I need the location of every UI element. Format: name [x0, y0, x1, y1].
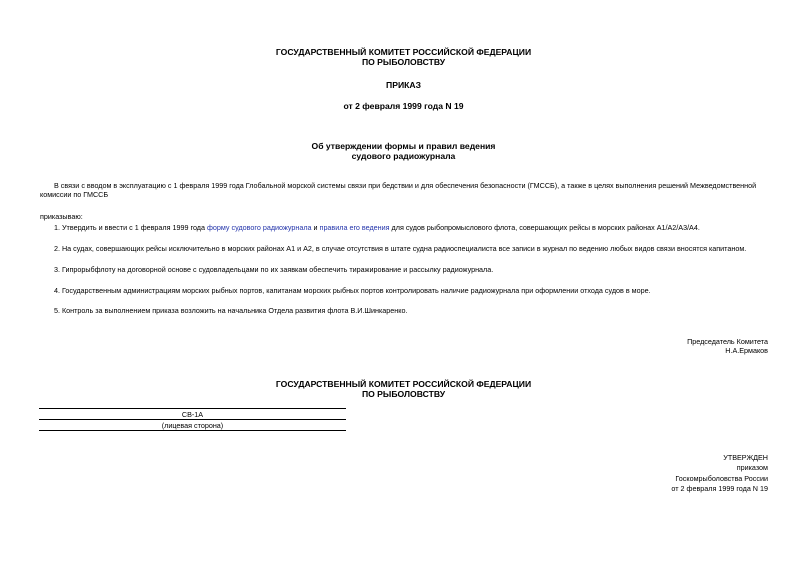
order-item-5: 5. Контроль за выполнением приказа возложить на начальника Отдела развития флота В.И.Шинкаренко. — [54, 306, 408, 315]
orders-word: приказываю: — [40, 212, 83, 221]
order-subject — [0, 141, 807, 162]
order-item-1 — [40, 223, 776, 232]
approval-block — [560, 453, 768, 495]
form-side-label: (лицевая сторона) — [161, 421, 224, 430]
order-subject-line1: Об утверждении формы и правил ведения — [311, 141, 496, 151]
order-item-4: 4. Государственным администрациям морских рыбных портов, капитанам морских рыбных портов контролировать наличие радиожурнала при оформлении отхода судов в море. — [54, 286, 651, 295]
committee-name-line2: ПО РЫБОЛОВСТВУ — [361, 57, 446, 68]
appendix-committee-line1: ГОСУДАРСТВЕННЫЙ КОМИТЕТ РОССИЙСКОЙ ФЕДЕРАЦИИ — [275, 379, 532, 389]
signature-block — [560, 337, 768, 355]
approved-by: приказом — [736, 463, 768, 473]
order-date: от 2 февраля 1999 года N 19 — [343, 101, 464, 111]
approved-label: УТВЕРЖДЕН — [723, 453, 768, 462]
form-link[interactable]: форму судового радиожурнала — [207, 223, 312, 232]
signature-name: Н.А.Ермаков — [725, 346, 768, 355]
document-header — [0, 47, 807, 68]
form-code: СВ-1А — [181, 410, 204, 419]
intro-paragraph: В связи с вводом в эксплуатацию с 1 февраля 1999 года Глобальной морской системы связи при бедствии и для обеспечения безопасности (ГМССБ), а также в целях выполнения решений Межведомственной комиссии по ГМССБ — [40, 181, 757, 199]
order-subject-line2: судового радиожурнала — [351, 151, 456, 162]
signature-position: Председатель Комитета — [687, 337, 768, 346]
order-item-2: 2. На судах, совершающих рейсы исключительно в морских районах А1 и А2, в случае отсутствия в штате судна радиоспециалиста все записи в журнал по ведению любых видов связи вносятся капитаном. — [54, 244, 747, 253]
approving-agency: Госкомрыболовства России — [675, 473, 768, 483]
rules-link[interactable]: правила его ведения — [319, 223, 390, 232]
order-title: ПРИКАЗ — [386, 80, 421, 90]
appendix-header — [0, 379, 807, 400]
order-item-1-prefix: 1. Утвердить и ввести с 1 февраля 1999 года — [54, 223, 207, 232]
order-item-1-and: и — [311, 223, 320, 232]
approved-date: от 2 февраля 1999 года N 19 — [671, 484, 768, 494]
order-item-3: 3. Гипрорыбфлоту на договорной основе с судовладельцами по их заявкам обеспечить тиражирование и рассылку радиожурнала. — [54, 265, 494, 274]
form-middle-rule — [39, 419, 346, 420]
appendix-committee-line2: ПО РЫБОЛОВСТВУ — [361, 389, 446, 400]
order-item-1-suffix: для судов рыбопромыслового флота, совершающих рейсы в морских районах А1/А2/А3/А4. — [389, 223, 700, 232]
form-top-rule — [39, 408, 346, 409]
committee-name-line1: ГОСУДАРСТВЕННЫЙ КОМИТЕТ РОССИЙСКОЙ ФЕДЕРАЦИИ — [275, 47, 532, 57]
form-bottom-rule — [39, 430, 346, 431]
